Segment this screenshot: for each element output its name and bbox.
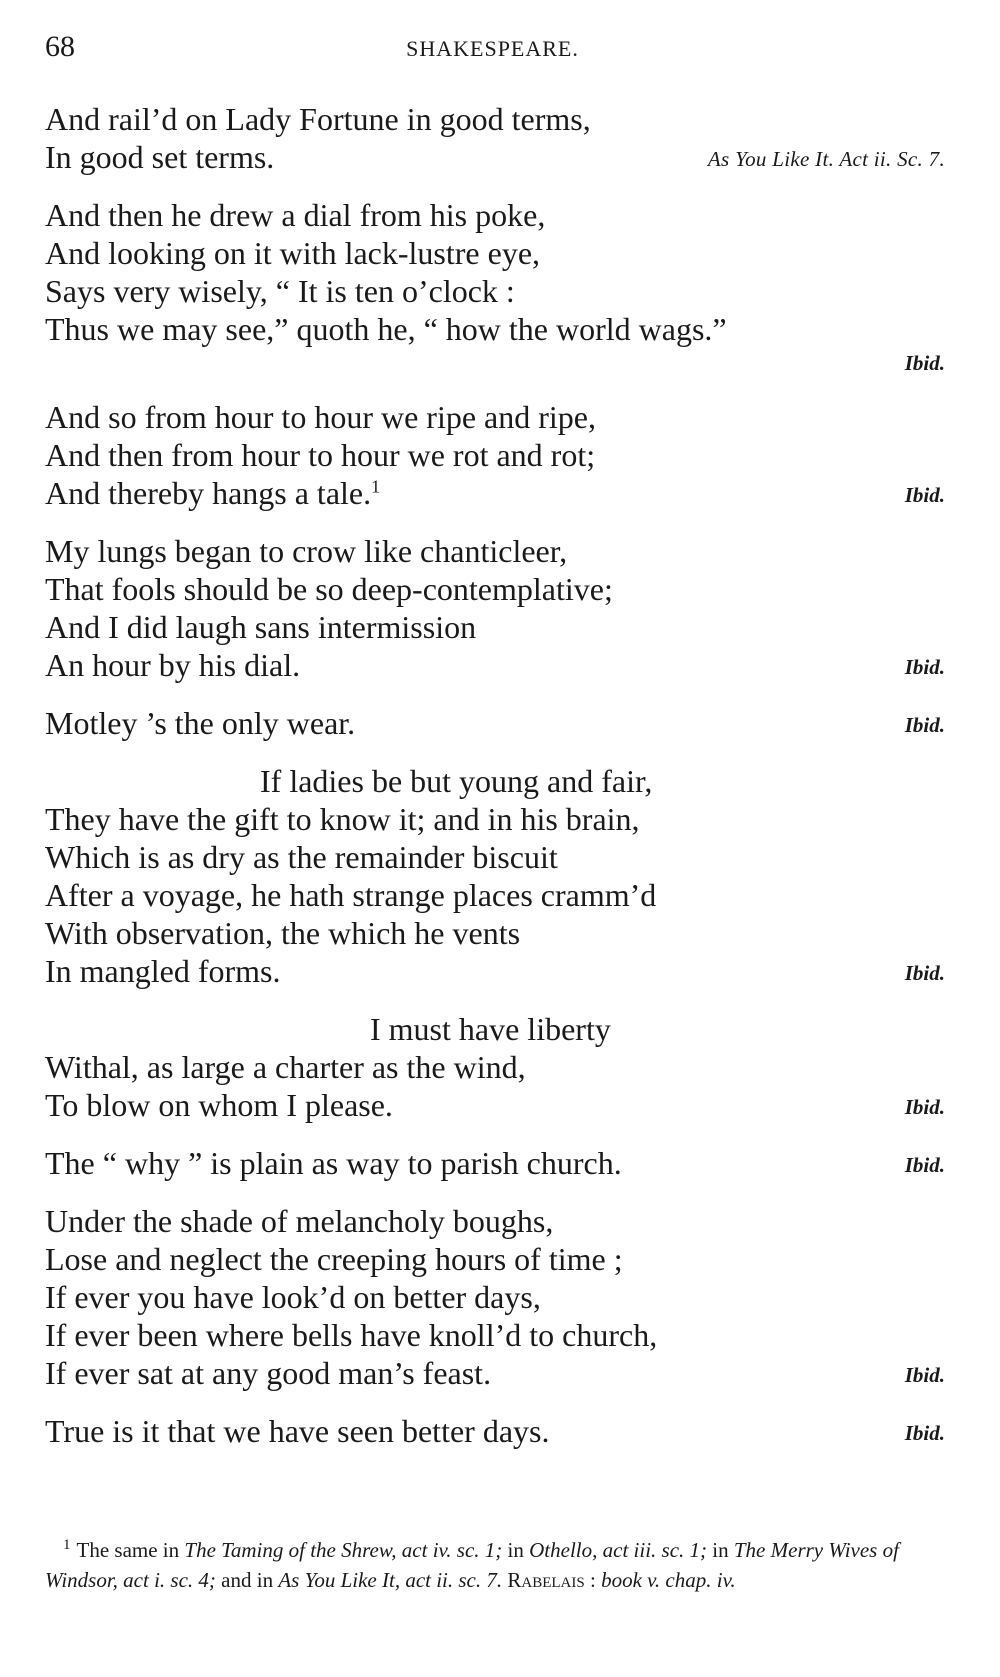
verse-line: Under the shade of melancholy boughs, (45, 1203, 554, 1239)
verse-line: Withal, as large a charter as the wind, (45, 1049, 526, 1085)
verse-line: In mangled forms. (45, 953, 281, 989)
footnote-work-title: The Taming of the Shrew, act iv. sc. 1; (184, 1538, 503, 1562)
footnote-text: : (584, 1568, 602, 1592)
footnote-author: Rabelais (507, 1568, 585, 1592)
footnote-text: and in (215, 1568, 279, 1592)
verse-line: The “ why ” is plain as way to parish church. (45, 1145, 622, 1181)
quote-block (45, 398, 945, 512)
quote-block (45, 1010, 945, 1124)
footnote-text: in (707, 1538, 734, 1562)
running-head: SHAKESPEARE. (406, 36, 579, 61)
quote-block (45, 704, 945, 742)
footnote-marker: 1 (371, 476, 381, 497)
page-number: 68 (45, 30, 75, 63)
footnote-work-title: Othello, act iii. sc. 1; (529, 1538, 708, 1562)
quotation-list (45, 100, 945, 1470)
verse-line: Which is as dry as the remainder biscuit (45, 839, 558, 875)
citation: Ibid. (904, 1095, 945, 1119)
citation: Ibid. (904, 713, 945, 737)
verse-line-text: And thereby hangs a tale. (45, 475, 372, 511)
verse-line: Lose and neglect the creeping hours of time ; (45, 1241, 623, 1277)
footnote-number: 1 (63, 1537, 71, 1553)
quote-block (45, 1412, 945, 1450)
verse-line (45, 474, 945, 512)
verse-line: If ever been where bells have knoll’d to church, (45, 1317, 658, 1353)
verse-line: An hour by his dial. (45, 647, 301, 683)
quote-block (45, 1144, 945, 1182)
citation: Ibid. (904, 655, 945, 679)
verse-line: And then from hour to hour we rot and rot; (45, 437, 596, 473)
verse-line: After a voyage, he hath strange places cramm’d (45, 877, 657, 913)
verse-line: If ever sat at any good man’s feast. (45, 1355, 492, 1391)
verse-line: Says very wisely, “ It is ten o’clock : (45, 273, 515, 309)
footnote (45, 1530, 945, 1595)
citation: As You Like It. Act ii. Sc. 7. (707, 147, 945, 171)
verse-line: And so from hour to hour we ripe and ripe, (45, 399, 596, 435)
quote-block (45, 1202, 945, 1392)
verse-line: My lungs began to crow like chanticleer, (45, 533, 568, 569)
footnote-work-title: book v. chap. iv. (601, 1568, 736, 1592)
citation: Ibid. (904, 1363, 945, 1387)
verse-line: I must have liberty (370, 1011, 611, 1047)
citation: Ibid. (904, 351, 945, 375)
footnote-text: The same in (76, 1538, 185, 1562)
verse-line: With observation, the which he vents (45, 915, 521, 951)
verse-line: Motley ’s the only wear. (45, 705, 356, 741)
verse-line: To blow on whom I please. (45, 1087, 393, 1123)
verse-line: And then he drew a dial from his poke, (45, 197, 546, 233)
verse-line: Thus we may see,” quoth he, “ how the world wags.” (45, 311, 727, 347)
verse-line: If ever you have look’d on better days, (45, 1279, 541, 1315)
verse-line: And I did laugh sans intermission (45, 609, 477, 645)
quote-block (45, 100, 945, 176)
footnote-work-title: As You Like It, act ii. sc. 7. (278, 1568, 503, 1592)
citation: Ibid. (904, 1153, 945, 1177)
verse-line: True is it that we have seen better days. (45, 1413, 550, 1449)
citation: Ibid. (904, 483, 945, 507)
citation: Ibid. (904, 961, 945, 985)
verse-line: And looking on it with lack-lustre eye, (45, 235, 541, 271)
page-header (45, 30, 940, 70)
quote-block (45, 196, 945, 378)
verse-line: If ladies be but young and fair, (260, 763, 653, 799)
verse-line: In good set terms. (45, 139, 275, 175)
citation: Ibid. (904, 1421, 945, 1445)
verse-line: That fools should be so deep-contemplative; (45, 571, 613, 607)
verse-line: And rail’d on Lady Fortune in good terms, (45, 101, 591, 137)
footnote-text: in (502, 1538, 530, 1562)
footnote-work-title: The Merry Wives of Windsor, act i. sc. 4; (45, 1538, 899, 1592)
quote-block (45, 762, 945, 990)
verse-line: They have the gift to know it; and in his brain, (45, 801, 640, 837)
quote-block (45, 532, 945, 684)
